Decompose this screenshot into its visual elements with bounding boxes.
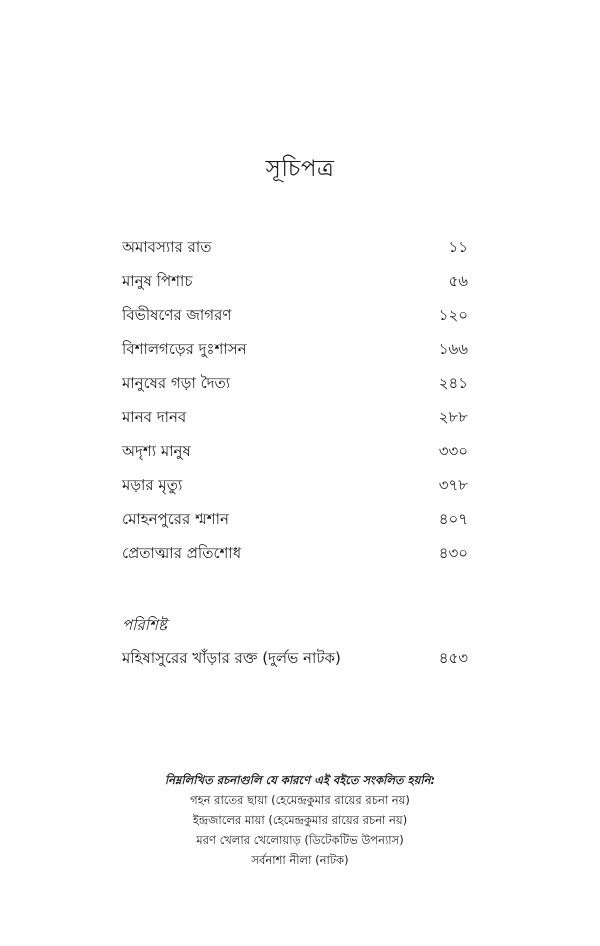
toc-entry-page: ৪০৭	[438, 510, 468, 528]
toc-entry[interactable]	[122, 304, 468, 338]
excluded-work: সর্বনাশা নীলা (নাটক)	[251, 853, 349, 867]
toc-entry[interactable]	[122, 372, 468, 406]
toc-entry-page: ১২০	[438, 306, 468, 324]
toc-entry-page: ৩৭৮	[438, 476, 468, 494]
toc-entry-title: মোহনপুরের শ্মশান	[122, 510, 229, 528]
toc-entry[interactable]	[122, 270, 468, 304]
toc-entry-title: বিশালগড়ের দুঃশাসন	[122, 340, 247, 358]
exclusion-note-heading: নিম্নলিখিত রচনাগুলি যে কারণে এই বইতে সংকলিত হয়নি:	[164, 773, 436, 787]
toc-entry-title: অমাবস্যার রাত	[122, 238, 212, 256]
toc-entry[interactable]	[122, 338, 468, 372]
toc-entry-title: মানব দানব	[122, 408, 187, 426]
toc-entry-title: প্রেতাত্মার প্রতিশোধ	[122, 544, 242, 562]
table-of-contents	[122, 236, 468, 576]
toc-entry-page: ৪৩০	[438, 544, 468, 562]
excluded-work: মরণ খেলার খেলোয়াড় (ডিটেকটিভ উপন্যাস)	[196, 833, 404, 847]
appendix-entry-title: মহিষাসুরের খাঁড়ার রক্ত (দুর্লভ নাটক)	[122, 649, 341, 667]
toc-entry[interactable]	[122, 440, 468, 474]
toc-entry-page: ১১	[448, 238, 468, 256]
toc-entry-title: মড়ার মৃত্যু	[122, 476, 183, 494]
toc-entry[interactable]	[122, 406, 468, 440]
toc-entry[interactable]	[122, 474, 468, 508]
toc-entry-page: ১৬৬	[438, 340, 468, 358]
appendix-list	[122, 647, 468, 681]
excluded-work: গহন রাতের ছায়া (হেমেন্দ্রকুমার রায়ের রচনা নয়)	[190, 793, 410, 807]
appendix-entry-page: ৪৫৩	[438, 649, 468, 667]
exclusion-note	[0, 770, 600, 870]
toc-entry-page: ৩৩০	[438, 442, 468, 460]
page-title: সূচিপত্র	[265, 156, 335, 182]
toc-entry[interactable]	[122, 236, 468, 270]
toc-entry-page: ৫৬	[448, 272, 468, 290]
toc-entry-title: মানুষের গড়া দৈত্য	[122, 374, 231, 392]
excluded-work: ইন্দ্রজালের মায়া (হেমেন্দ্রকুমার রায়ের রচনা নয়)	[192, 813, 408, 827]
toc-entry-title: মানুষ পিশাচ	[122, 272, 193, 290]
toc-entry-page: ২৪১	[438, 374, 468, 392]
appendix-heading: পরিশিষ্ট	[122, 616, 167, 634]
toc-entry-page: ২৮৮	[438, 408, 468, 426]
toc-entry[interactable]	[122, 542, 468, 576]
toc-entry-title: অদৃশ্য মানুষ	[122, 442, 191, 460]
appendix-entry[interactable]	[122, 647, 468, 681]
toc-entry[interactable]	[122, 508, 468, 542]
toc-entry-title: বিভীষণের জাগরণ	[122, 306, 232, 324]
